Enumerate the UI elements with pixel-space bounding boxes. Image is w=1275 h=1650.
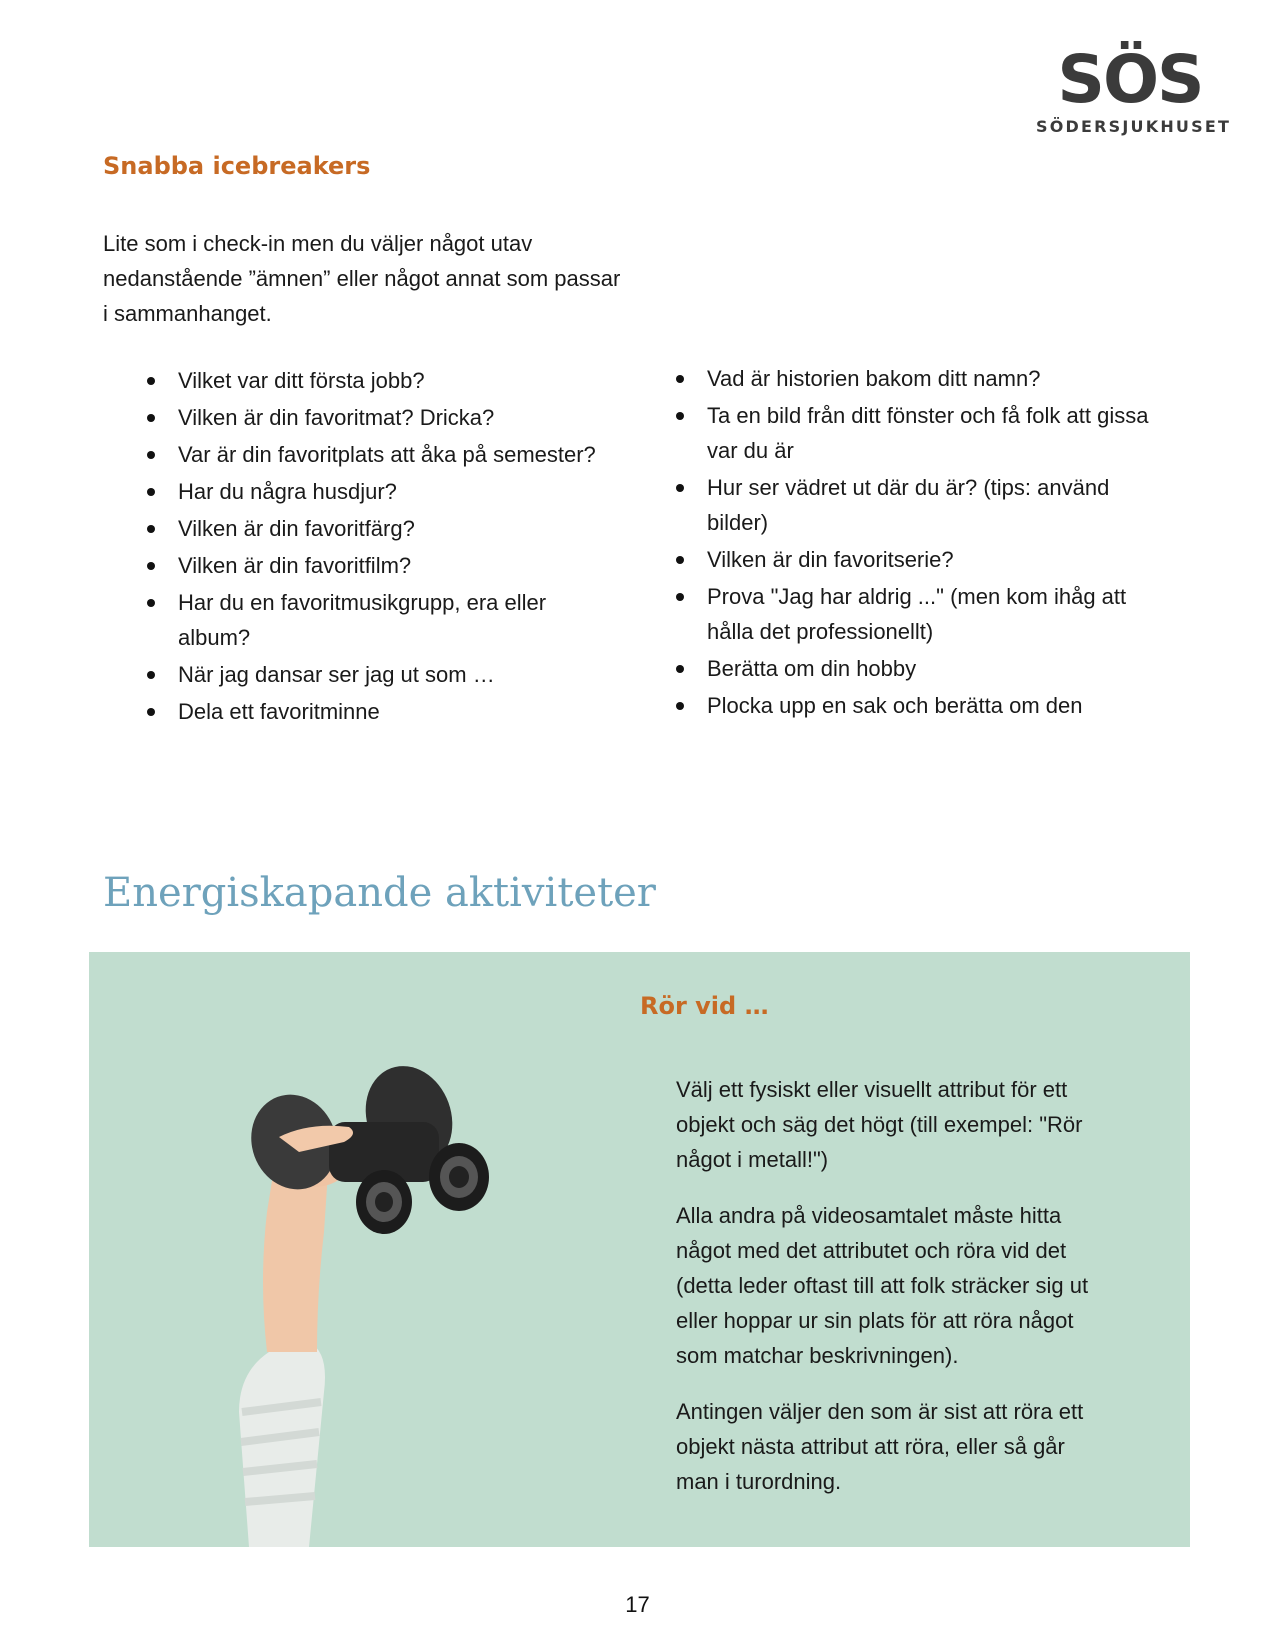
bullet-item [103, 585, 623, 655]
bullet-item [103, 694, 623, 729]
energy-section-title: Energiskapande aktiviteter [103, 870, 656, 916]
bullet-text: När jag dansar ser jag ut som … [178, 662, 495, 687]
activity-title: Rör vid … [640, 992, 769, 1020]
activity-paragraph: Välj ett fysiskt eller visuellt attribut för ett objekt och säg det högt (till exempel: "Rör något i metall!") [676, 1077, 1083, 1172]
bullet-dot-icon [676, 556, 684, 564]
icebreakers-list-right [632, 361, 1152, 725]
icebreakers-intro: Lite som i check-in men du väljer något utav nedanstående ”ämnen” eller något annat som passar i sammanhanget. [103, 231, 621, 326]
bullet-dot-icon [676, 665, 684, 673]
bullet-text: Hur ser vädret ut där du är? (tips: använd bilder) [707, 475, 1110, 535]
bullet-item [103, 363, 623, 398]
logo-name: SÖDERSJUKHUSET [1036, 117, 1232, 136]
bullet-text: Har du några husdjur? [178, 479, 397, 504]
icebreakers-list-left [103, 363, 623, 731]
bullet-item [632, 361, 1152, 396]
bullet-dot-icon [147, 414, 155, 422]
bullet-item [632, 688, 1152, 723]
bullet-text: Dela ett favoritminne [178, 699, 380, 724]
bullet-dot-icon [147, 451, 155, 459]
bullet-text: Vilken är din favoritmat? Dricka? [178, 405, 495, 430]
bullet-dot-icon [676, 702, 684, 710]
icebreakers-heading: Snabba icebreakers [103, 152, 371, 180]
bullet-item [103, 511, 623, 546]
bullet-item [632, 542, 1152, 577]
bullet-item [103, 657, 623, 692]
activity-paragraph: Alla andra på videosamtalet måste hitta något med det attributet och röra vid det (detta leder oftast till att folk sträcker sig ut eller hoppar ur sin plats för att röra något som matchar beskrivningen). [676, 1203, 1089, 1368]
sos-logo [1036, 40, 1232, 140]
bullet-text: Har du en favoritmusikgrupp, era eller album? [178, 590, 547, 650]
bullet-item [103, 474, 623, 509]
bullet-text: Plocka upp en sak och berätta om den [707, 693, 1083, 718]
bullet-dot-icon [147, 671, 155, 679]
hand-binoculars-icon [239, 1052, 519, 1547]
bullet-dot-icon [676, 484, 684, 492]
bullet-text: Vilket var ditt första jobb? [178, 368, 425, 393]
bullet-dot-icon [147, 708, 155, 716]
bullet-text: Vad är historien bakom ditt namn? [707, 366, 1041, 391]
activity-description [676, 1072, 1106, 1520]
bullet-text: Ta en bild från ditt fönster och få folk att gissa var du är [707, 403, 1149, 463]
bullet-item [632, 470, 1152, 540]
bullet-text: Vilken är din favoritfilm? [178, 553, 412, 578]
bullet-item [103, 437, 623, 472]
bullet-text: Berätta om din hobby [707, 656, 917, 681]
bullet-dot-icon [147, 599, 155, 607]
bullet-text: Vilken är din favoritfärg? [178, 516, 415, 541]
bullet-dot-icon [676, 412, 684, 420]
bullet-dot-icon [147, 562, 155, 570]
bullet-item [103, 548, 623, 583]
logo-mark-image [1050, 40, 1210, 112]
bullet-item [103, 400, 623, 435]
activity-panel [89, 952, 1190, 1547]
bullet-dot-icon [147, 377, 155, 385]
bullet-text: Prova "Jag har aldrig ..." (men kom ihåg att hålla det professionellt) [707, 584, 1127, 644]
bullet-dot-icon [147, 525, 155, 533]
bullet-text: Vilken är din favoritserie? [707, 547, 954, 572]
bullet-item [632, 579, 1152, 649]
bullet-dot-icon [147, 488, 155, 496]
activity-paragraph: Antingen väljer den som är sist att röra ett objekt nästa attribut att röra, eller så går man i turordning. [676, 1399, 1084, 1494]
page-number: 17 [625, 1592, 650, 1617]
bullet-item [632, 651, 1152, 686]
bullet-item [632, 398, 1152, 468]
bullet-dot-icon [676, 593, 684, 601]
logo-mark-text: SÖS [1057, 41, 1203, 112]
bullet-text: Var är din favoritplats att åka på semester? [178, 442, 596, 467]
bullet-dot-icon [676, 375, 684, 383]
